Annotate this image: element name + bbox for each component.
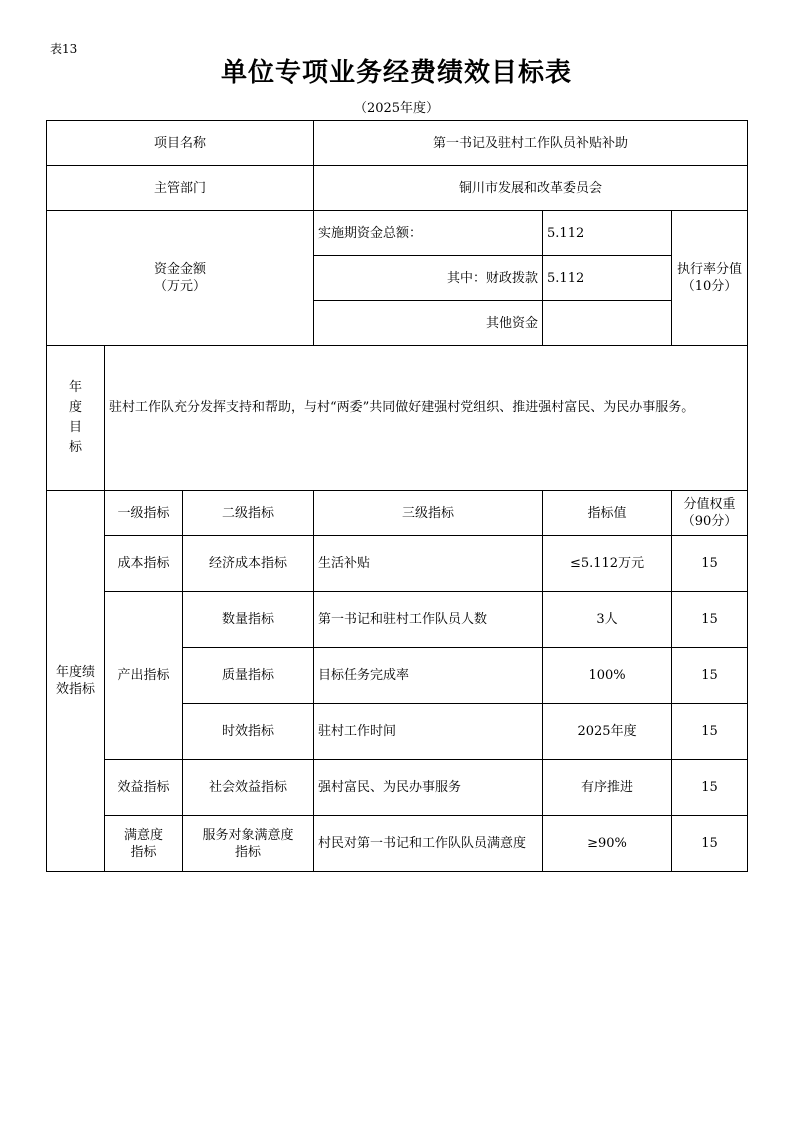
annual-goal-text: 驻村工作队充分发挥支持和帮助，与村“两委”共同做好建强村党组织、推进强村富民、为民办事服务。 (105, 346, 748, 491)
level1-cell: 成本指标 (105, 536, 183, 592)
weight-cell: 15 (672, 536, 748, 592)
year-subtitle: （2025年度） (353, 101, 440, 116)
level2-cell: 质量指标 (183, 648, 314, 704)
level3-cell: 驻村工作时间 (314, 704, 543, 760)
dept-value: 铜川市发展和改革委员会 (314, 166, 748, 211)
level2-line2: 指标 (235, 844, 262, 860)
page-title: 单位专项业务经费绩效目标表 (220, 58, 572, 88)
fiscal-fund-value: 5.112 (543, 256, 672, 301)
indicators-side-label-line1: 年度绩 (55, 665, 95, 680)
table-row (47, 816, 748, 872)
dept-label: 主管部门 (47, 166, 314, 211)
value-cell: ≤5.112万元 (543, 536, 672, 592)
level2-cell (183, 816, 314, 872)
weight-cell: 15 (672, 592, 748, 648)
performance-table (46, 120, 748, 872)
value-cell: 100% (543, 648, 672, 704)
goal-label-char: 年 (68, 380, 82, 395)
fund-amount-label-line1: 资金金额 (154, 262, 207, 277)
level2-line1: 服务对象满意度 (202, 827, 294, 843)
level3-cell: 第一书记和驻村工作队员人数 (314, 592, 543, 648)
goal-label-char: 标 (68, 440, 82, 455)
level1-cell: 产出指标 (105, 592, 183, 760)
indicators-side-label (47, 491, 105, 872)
fiscal-fund-label: 其中：财政拨款 (314, 256, 543, 301)
table-number: 表13 (50, 42, 78, 56)
header-level1: 一级指标 (105, 491, 183, 536)
header-weight (672, 491, 748, 536)
fund-amount-label-line2: （万元） (154, 279, 207, 294)
level1-cell (105, 816, 183, 872)
weight-cell: 15 (672, 704, 748, 760)
project-name-value: 第一书记及驻村工作队员补贴补助 (314, 121, 748, 166)
goal-label-char: 目 (68, 420, 82, 435)
header-value: 指标值 (543, 491, 672, 536)
weight-cell: 15 (672, 816, 748, 872)
total-fund-label: 实施期资金总额： (314, 211, 543, 256)
table-row (47, 592, 748, 648)
level2-cell: 数量指标 (183, 592, 314, 648)
execution-rate-label (672, 211, 748, 346)
level1-cell: 效益指标 (105, 760, 183, 816)
header-level2: 二级指标 (183, 491, 314, 536)
level3-cell: 强村富民、为民办事服务 (314, 760, 543, 816)
level3-cell: 生活补贴 (314, 536, 543, 592)
fund-amount-label (47, 211, 314, 346)
level2-cell: 经济成本指标 (183, 536, 314, 592)
level2-cell: 社会效益指标 (183, 760, 314, 816)
value-cell: 2025年度 (543, 704, 672, 760)
value-cell: ≥90% (543, 816, 672, 872)
execution-rate-label-line1: 执行率分值 (677, 262, 743, 277)
weight-cell: 15 (672, 760, 748, 816)
header-weight-line2: （90分） (681, 514, 738, 529)
level3-cell: 村民对第一书记和工作队队员满意度 (314, 816, 543, 872)
level2-cell: 时效指标 (183, 704, 314, 760)
header-weight-line1: 分值权重 (683, 497, 736, 512)
level3-cell: 目标任务完成率 (314, 648, 543, 704)
header-level3: 三级指标 (314, 491, 543, 536)
level1-line1: 满意度 (123, 827, 163, 843)
total-fund-value: 5.112 (543, 211, 672, 256)
goal-label-char: 度 (68, 400, 82, 415)
other-fund-value (543, 301, 672, 346)
level1-line2: 指标 (130, 844, 157, 860)
value-cell: 有序推进 (543, 760, 672, 816)
table-row (47, 536, 748, 592)
annual-goal-label (47, 346, 105, 491)
execution-rate-label-line2: （10分） (681, 279, 738, 294)
project-name-label: 项目名称 (47, 121, 314, 166)
table-row (47, 760, 748, 816)
indicators-side-label-line2: 效指标 (55, 682, 95, 697)
other-fund-label: 其他资金 (314, 301, 543, 346)
weight-cell: 15 (672, 648, 748, 704)
value-cell: 3人 (543, 592, 672, 648)
